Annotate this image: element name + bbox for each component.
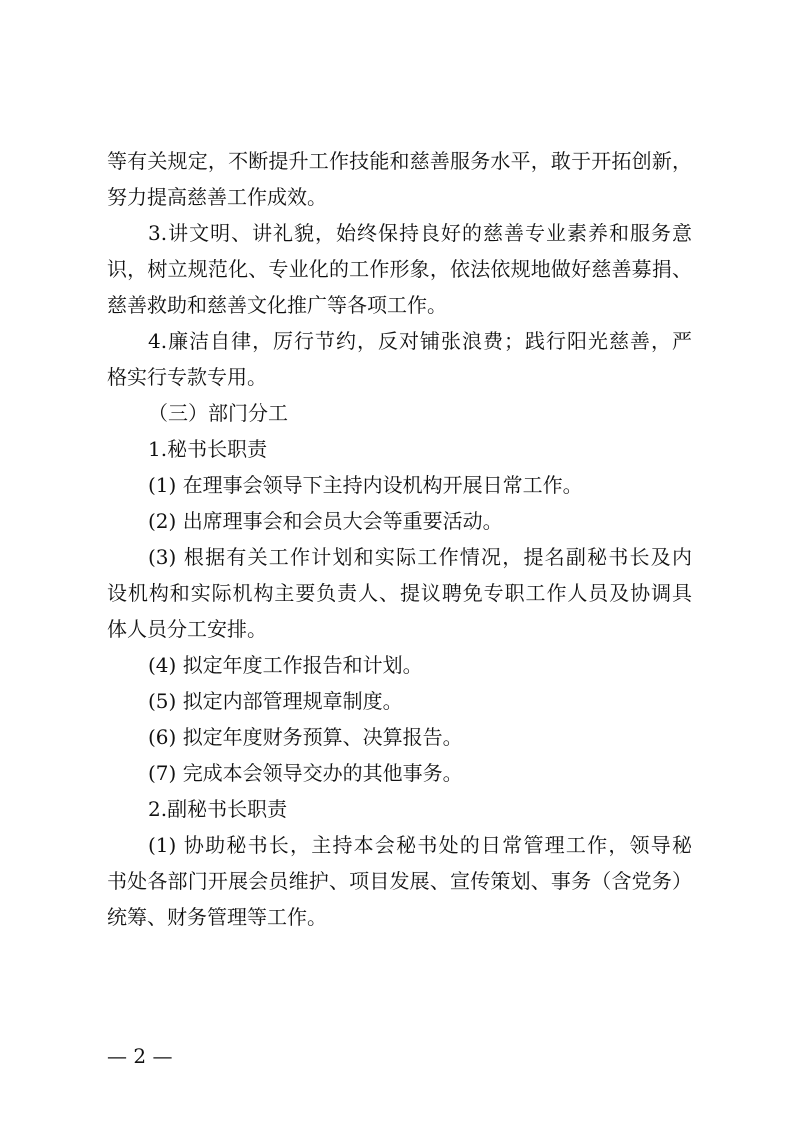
section-heading: （三）部门分工 [148, 401, 288, 425]
page-number: — 2 — [107, 1044, 173, 1068]
text-line: 等有关规定，不断提升工作技能和慈善服务水平，敢于开拓创新， [107, 149, 692, 173]
list-item: (1) 协助秘书长，主持本会秘书处的日常管理工作，领导秘 [148, 833, 692, 857]
text-line: 4.廉洁自律，厉行节约，反对铺张浪费；践行阳光慈善，严 [148, 329, 692, 353]
list-item: (7) 完成本会领导交办的其他事务。 [148, 761, 463, 785]
list-item: (6) 拟定年度财务预算、决算报告。 [148, 725, 463, 749]
text-line: 设机构和实际机构主要负责人、提议聘免专职工作人员及协调具 [107, 581, 692, 605]
text-line: 3.讲文明、讲礼貌，始终保持良好的慈善专业素养和服务意 [148, 221, 692, 245]
list-item: (2) 出席理事会和会员大会等重要活动。 [148, 509, 503, 533]
text-line: 努力提高慈善工作成效。 [107, 185, 327, 209]
text-line: 识，树立规范化、专业化的工作形象，依法依规地做好慈善募捐、 [107, 257, 692, 281]
list-item: (5) 拟定内部管理规章制度。 [148, 689, 403, 713]
text-line: 体人员分工安排。 [107, 617, 267, 641]
list-item: (3) 根据有关工作计划和实际工作情况，提名副秘书长及内 [148, 545, 692, 569]
document-body [107, 143, 692, 935]
text-line: 书处各部门开展会员维护、项目发展、宣传策划、事务（含党务） [107, 869, 692, 893]
subsection-heading: 1.秘书长职责 [148, 437, 268, 461]
subsection-heading: 2.副秘书长职责 [148, 797, 288, 821]
list-item: (1) 在理事会领导下主持内设机构开展日常工作。 [148, 473, 583, 497]
list-item: (4) 拟定年度工作报告和计划。 [148, 653, 423, 677]
text-line: 慈善救助和慈善文化推广等各项工作。 [107, 293, 447, 317]
text-line: 统筹、财务管理等工作。 [107, 905, 327, 929]
text-line: 格实行专款专用。 [107, 365, 267, 389]
